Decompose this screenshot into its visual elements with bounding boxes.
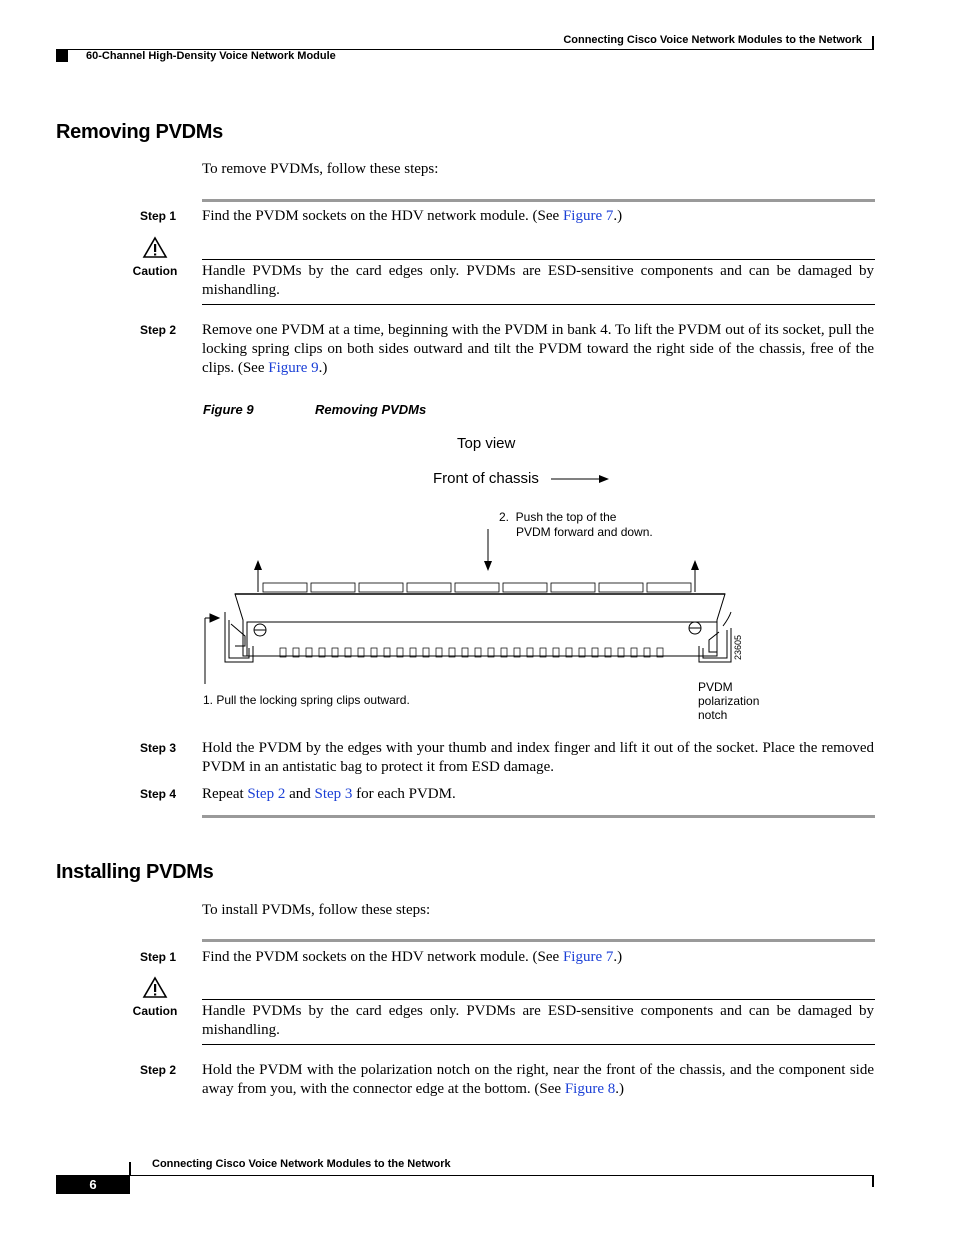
figure-front-chassis-label: Front of chassis bbox=[433, 470, 539, 487]
step-text-main: Hold the PVDM with the polarization notch on the right, near the front of the chassis, and the component side away from you, with the connector edge at the bottom. (See bbox=[202, 1062, 874, 1097]
figure-notch-label-2: polarization bbox=[698, 694, 760, 708]
steps-bottom-rule bbox=[202, 815, 875, 818]
header-right-tick bbox=[872, 36, 874, 50]
caution-icon bbox=[142, 976, 168, 1000]
figure-number: Figure 9 bbox=[203, 402, 254, 417]
left-spring-clip bbox=[205, 612, 253, 684]
figure-push-label-1: 2. Push the top of the bbox=[499, 510, 617, 524]
step-label: Step 2 bbox=[139, 323, 176, 337]
caution-bottom-rule bbox=[202, 1044, 875, 1045]
step-text-tail: .) bbox=[613, 949, 623, 965]
running-header-section: 60-Channel High-Density Voice Network Module bbox=[86, 50, 336, 62]
step-label: Step 4 bbox=[139, 787, 176, 801]
step-text-main: Find the PVDM sockets on the HDV network module. (See bbox=[202, 949, 563, 965]
footer-rule bbox=[56, 1175, 874, 1176]
running-header-chapter: Connecting Cisco Voice Network Modules to the Network bbox=[563, 34, 862, 46]
mounting-screws bbox=[254, 622, 701, 636]
figure-link[interactable]: Figure 9 bbox=[268, 360, 319, 376]
step-text-main: Find the PVDM sockets on the HDV network module. (See bbox=[202, 208, 563, 224]
page-number-box bbox=[56, 1175, 130, 1194]
step-link[interactable]: Step 2 bbox=[247, 786, 286, 802]
removing-intro: To remove PVDMs, follow these steps: bbox=[202, 161, 439, 177]
figure-title: Removing PVDMs bbox=[315, 402, 427, 417]
header-left-block bbox=[56, 50, 68, 62]
caution-text: Handle PVDMs by the card edges only. PVDMs are ESD-sensitive components and can be damaged by mishandling. bbox=[202, 263, 874, 298]
figure-link[interactable]: Figure 8 bbox=[564, 1081, 616, 1097]
step-link[interactable]: Step 3 bbox=[314, 786, 353, 802]
step-text-tail: for each PVDM. bbox=[352, 786, 456, 802]
section-heading-removing: Removing PVDMs bbox=[56, 121, 223, 143]
pvdm-chip-row bbox=[263, 583, 691, 592]
push-down-arrow bbox=[484, 529, 492, 571]
figure-id: 23605 bbox=[733, 634, 743, 660]
footer-left-tick bbox=[129, 1162, 131, 1175]
caution-bottom-rule bbox=[202, 304, 875, 305]
caution-text: Handle PVDMs by the card edges only. PVDMs are ESD-sensitive components and can be damaged by mishandling. bbox=[202, 1003, 874, 1038]
step-text bbox=[202, 948, 875, 967]
footer-right-tick bbox=[872, 1175, 874, 1187]
step-label: Step 2 bbox=[139, 1063, 176, 1077]
caution-top-rule bbox=[202, 259, 875, 260]
caution-icon bbox=[142, 236, 168, 260]
right-clip-arrow bbox=[691, 560, 699, 592]
left-clip-arrow bbox=[254, 560, 262, 592]
caution-label: Caution bbox=[132, 264, 178, 278]
footer-title: Connecting Cisco Voice Network Modules to the Network bbox=[152, 1158, 451, 1170]
step-text-tail: .) bbox=[615, 1081, 624, 1097]
pvdm-module bbox=[235, 594, 725, 656]
step-text: Hold the PVDM by the edges with your thumb and index finger and lift it out of the socket. Place the removed PVDM in an antistatic bag to protect it from ESD damage. bbox=[202, 740, 874, 775]
step-text bbox=[202, 785, 874, 804]
step-label: Step 3 bbox=[139, 741, 176, 755]
step-text-tail: .) bbox=[318, 360, 328, 376]
right-spring-clip bbox=[699, 612, 731, 662]
step-text bbox=[202, 207, 875, 226]
step-label: Step 1 bbox=[139, 950, 176, 964]
page-number: 6 bbox=[89, 1177, 97, 1192]
figure-pull-label: 1. Pull the locking spring clips outward. bbox=[203, 693, 410, 707]
figure-push-label-2: PVDM forward and down. bbox=[516, 525, 653, 539]
figure-top-view-label: Top view bbox=[457, 435, 516, 452]
step-text bbox=[202, 1061, 874, 1099]
step-text bbox=[202, 321, 874, 378]
caution-label: Caution bbox=[132, 1004, 178, 1018]
figure-link[interactable]: Figure 7 bbox=[562, 208, 614, 224]
figure-link[interactable]: Figure 7 bbox=[562, 949, 614, 965]
caution-top-rule bbox=[202, 999, 875, 1000]
steps-top-rule bbox=[202, 199, 875, 202]
figure-notch-label-3: notch bbox=[698, 708, 728, 722]
figure-notch-label-1: PVDM bbox=[698, 680, 733, 694]
step-label: Step 1 bbox=[139, 209, 176, 223]
installing-intro: To install PVDMs, follow these steps: bbox=[202, 902, 431, 918]
step-text-pre: Repeat bbox=[202, 786, 248, 802]
step-text-tail: .) bbox=[613, 208, 623, 224]
front-of-chassis-arrow bbox=[551, 475, 609, 483]
steps-top-rule bbox=[202, 939, 875, 942]
step-text-mid: and bbox=[285, 786, 315, 802]
section-heading-installing: Installing PVDMs bbox=[56, 861, 214, 883]
pvdm-removal-illustration bbox=[195, 470, 755, 700]
step-text-main: Remove one PVDM at a time, beginning with the PVDM in bank 4. To lift the PVDM out of its socket, pull the locking spring clips on both sides outward and tilt the PVDM toward the right side of the chassis, free of the clips. (See bbox=[202, 322, 874, 376]
